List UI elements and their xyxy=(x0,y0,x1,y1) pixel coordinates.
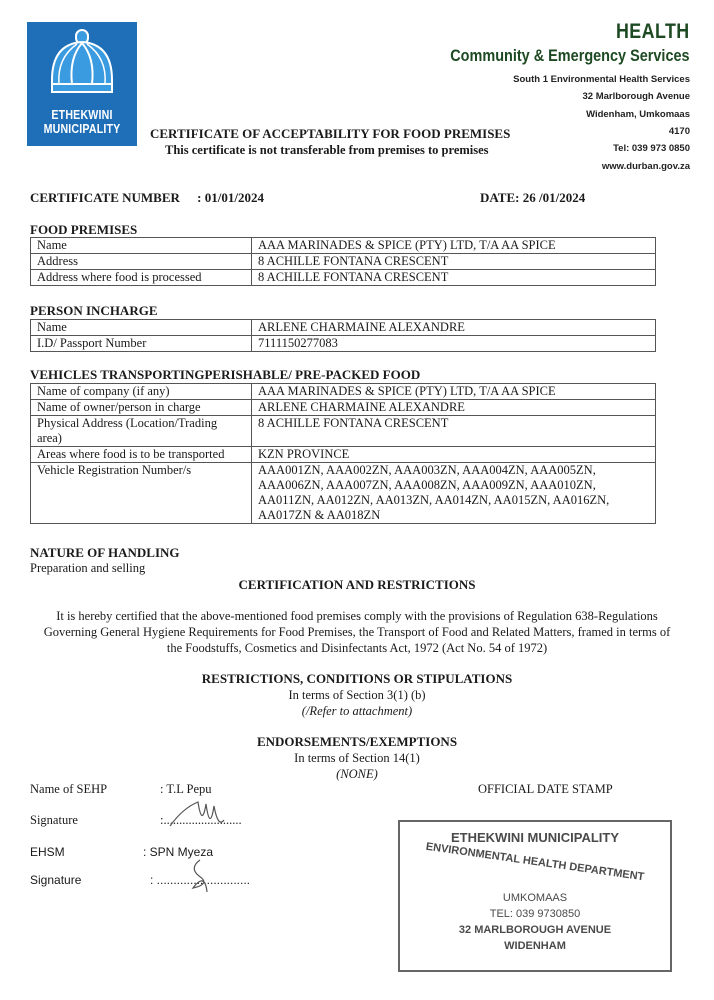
ehsm-label: EHSM xyxy=(30,845,65,859)
certificate-number-value: : 01/01/2024 xyxy=(197,190,264,205)
logo-line-1: ETHEKWINI xyxy=(51,108,113,122)
stamp-line: ETHEKWINI MUNICIPALITY xyxy=(450,830,620,845)
page-title: CERTIFICATE OF ACCEPTABILITY FOR FOOD PREMISES xyxy=(150,126,511,141)
website-link[interactable]: www.durban.gov.za xyxy=(601,161,690,172)
table-row xyxy=(31,447,656,463)
address-line: Widenham, Umkomaas xyxy=(586,109,690,120)
table-row xyxy=(31,400,656,416)
signature-scribble-icon xyxy=(185,858,215,894)
row-label: Address xyxy=(31,254,252,270)
dome-icon xyxy=(47,28,117,108)
address-line: South 1 Environmental Health Services xyxy=(513,74,690,85)
table-row xyxy=(31,254,656,270)
row-value: 7111150277083 xyxy=(252,336,656,352)
row-value: 8 ACHILLE FONTANA CRESCENT xyxy=(252,270,656,286)
person-table xyxy=(30,319,656,352)
row-value: ARLENE CHARMAINE ALEXANDRE xyxy=(252,320,656,336)
row-value: AAA MARINADES & SPICE (PTY) LTD, T/A AA SPICE xyxy=(252,384,656,400)
table-row xyxy=(31,270,656,286)
row-value: AAA001ZN, AAA002ZN, AAA003ZN, AAA004ZN, AAA005ZN, AAA006ZN, AAA007ZN, AAA008ZN, AAA009ZN, AAA010ZN, AA011ZN, AA012ZN, AA013ZN, AA014ZN, AA015ZN, AA016ZN, AA017ZN & AA018ZN xyxy=(252,463,656,524)
vehicles-heading: VEHICLES TRANSPORTINGPERISHABLE/ PRE-PACKED FOOD xyxy=(30,367,421,382)
restrictions-note: (/Refer to attachment) xyxy=(301,704,413,718)
stamp-label: OFFICIAL DATE STAMP xyxy=(478,782,613,796)
restrictions-line: In terms of Section 3(1) (b) xyxy=(288,688,426,702)
restrictions-heading: RESTRICTIONS, CONDITIONS OR STIPULATIONS xyxy=(201,671,513,686)
row-label: Name of owner/person in charge xyxy=(31,400,252,416)
vehicles-table xyxy=(30,383,656,524)
official-stamp xyxy=(398,820,672,972)
table-row xyxy=(31,238,656,254)
ehsm-value: : SPN Myeza xyxy=(143,845,214,859)
sehp-label: Name of SEHP xyxy=(30,782,108,796)
row-label: Physical Address (Location/Trading area) xyxy=(31,416,252,447)
address-line: 4170 xyxy=(668,126,690,137)
row-value: ARLENE CHARMAINE ALEXANDRE xyxy=(252,400,656,416)
row-label: I.D/ Passport Number xyxy=(31,336,252,352)
signature-label: Signature xyxy=(30,873,82,887)
handling-heading: NATURE OF HANDLING xyxy=(30,545,180,560)
certificate-number xyxy=(30,190,264,206)
sehp-value: : T.L Pepu xyxy=(160,782,212,796)
endorsements-note: (NONE) xyxy=(336,767,378,781)
dept-name: HEALTH xyxy=(616,20,690,43)
row-value: 8 ACHILLE FONTANA CRESCENT xyxy=(252,416,656,447)
phone: Tel: 039 973 0850 xyxy=(613,143,690,154)
table-row xyxy=(31,384,656,400)
row-label: Name xyxy=(31,320,252,336)
certification-body: It is hereby certified that the above-mentioned food premises comply with the provisions of Regulation 638-Regulations Governing General Hygiene Requirements for Food Premises, the Transport of Food and Related Matters, framed in terms of the Foodstuffs, Cosmetics and Disinfectants Act, 1972 (Act No. 54 of 1972) xyxy=(43,609,671,655)
table-row xyxy=(31,320,656,336)
page-subtitle: This certificate is not transferable from premises to premises xyxy=(165,143,489,157)
food-premises-table xyxy=(30,237,656,286)
row-label: Address where food is processed xyxy=(31,270,252,286)
handling-value: Preparation and selling xyxy=(30,561,146,575)
row-value: 8 ACHILLE FONTANA CRESCENT xyxy=(252,254,656,270)
row-label: Vehicle Registration Number/s xyxy=(31,463,252,524)
person-heading: PERSON INCHARGE xyxy=(30,303,158,318)
row-value: AAA MARINADES & SPICE (PTY) LTD, T/A AA SPICE xyxy=(252,238,656,254)
row-label: Name xyxy=(31,238,252,254)
stamp-line: 32 MARLBOROUGH AVENUE xyxy=(458,924,612,936)
certification-heading: CERTIFICATION AND RESTRICTIONS xyxy=(238,577,476,592)
food-premises-heading: FOOD PREMISES xyxy=(30,222,138,237)
stamp-line: WIDENHAM xyxy=(504,940,566,952)
logo-line-2: MUNICIPALITY xyxy=(43,122,121,136)
address-line: 32 Marlborough Avenue xyxy=(582,91,690,102)
municipality-logo xyxy=(27,22,137,146)
row-value: KZN PROVINCE xyxy=(252,447,656,463)
signature-line: : ............................ xyxy=(150,873,251,887)
stamp-arc: ENVIRONMENTAL HEALTH DEPARTMENT xyxy=(425,840,645,884)
division-name: Community & Emergency Services xyxy=(450,46,690,65)
endorsements-line: In terms of Section 14(1) xyxy=(294,751,420,765)
signature-line: :......................... xyxy=(160,813,242,827)
table-row xyxy=(31,336,656,352)
certificate-number-label: CERTIFICATE NUMBER xyxy=(30,190,180,205)
row-label: Areas where food is to be transported xyxy=(31,447,252,463)
signature-scribble-icon xyxy=(168,798,228,838)
signature-label: Signature xyxy=(30,813,78,827)
row-label: Name of company (if any) xyxy=(31,384,252,400)
certificate-date: DATE: 26 /01/2024 xyxy=(480,190,586,205)
table-row xyxy=(31,463,656,524)
table-row xyxy=(31,416,656,447)
stamp-line: UMKOMAAS xyxy=(502,892,568,904)
endorsements-heading: ENDORSEMENTS/EXEMPTIONS xyxy=(256,734,458,749)
stamp-line: TEL: 039 9730850 xyxy=(489,908,581,920)
